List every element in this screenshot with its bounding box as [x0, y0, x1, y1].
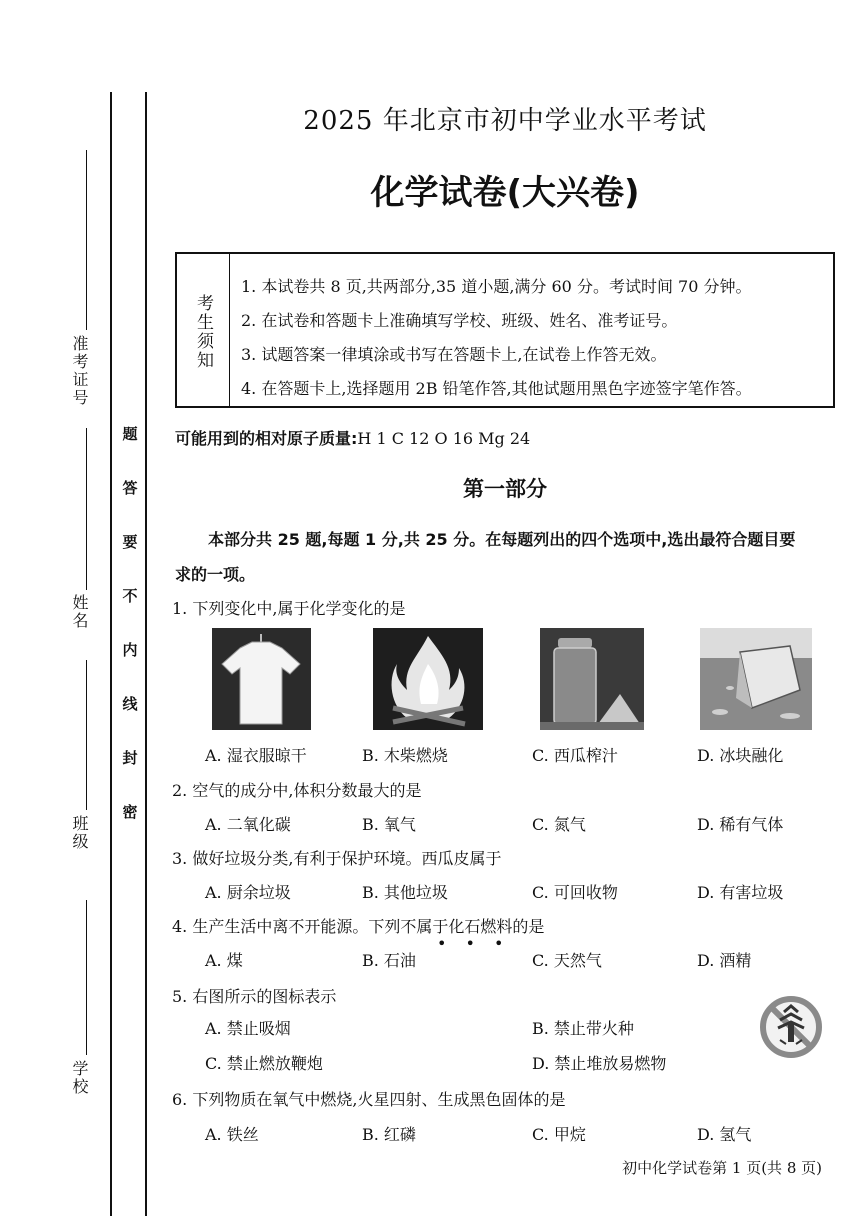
question-4-option-a: A. 煤	[205, 951, 243, 970]
seal-char: 答	[122, 479, 138, 497]
notice-heading: 考生须知	[177, 254, 230, 406]
seal-char: 内	[122, 641, 138, 659]
question-4-option-c: C. 天然气	[532, 951, 602, 970]
part-one-intro-line2: 求的一项。	[175, 565, 256, 584]
burning-wood-image	[373, 628, 483, 730]
watermelon-juice-image	[540, 628, 644, 730]
atomic-masses-label: 可能用到的相对原子质量:	[175, 429, 358, 448]
question-6-option-d: D. 氢气	[697, 1125, 752, 1144]
notice-item: 2. 在试卷和答题卡上准确填写学校、班级、姓名、准考证号。	[241, 311, 678, 330]
class-label: 班级	[70, 815, 89, 851]
seal-warning-text	[118, 422, 142, 854]
seal-char: 线	[122, 695, 138, 713]
school-blank-line[interactable]	[86, 900, 87, 1055]
wet-shirt-image	[212, 628, 311, 730]
question-5-stem: 5. 右图所示的图标表示	[172, 987, 337, 1006]
binding-line-outer	[110, 92, 112, 1216]
seal-char: 要	[122, 533, 138, 551]
melting-ice-image	[700, 628, 812, 730]
question-1-option-a: A. 湿衣服晾干	[205, 746, 307, 765]
question-3-option-b: B. 其他垃圾	[362, 883, 448, 902]
seal-char: 密	[122, 803, 138, 821]
question-1-option-b: B. 木柴燃烧	[362, 746, 448, 765]
class-blank-line[interactable]	[86, 660, 87, 810]
question-1-stem: 1. 下列变化中,属于化学变化的是	[172, 599, 406, 618]
notice-item: 4. 在答题卡上,选择题用 2B 铅笔作答,其他试题用黑色字迹签字笔作答。	[241, 379, 752, 398]
part-one-title: 第一部分	[463, 477, 547, 501]
part-one-intro-line1: 本部分共 25 题,每题 1 分,共 25 分。在每题列出的四个选项中,选出最符合题目要	[208, 530, 796, 549]
candidate-notice-box	[175, 252, 835, 408]
binding-line-inner	[145, 92, 147, 1216]
school-label: 学校	[70, 1060, 89, 1096]
no-firecrackers-sign-icon	[756, 996, 826, 1058]
question-4-option-d: D. 酒精	[697, 951, 752, 970]
question-3-option-a: A. 厨余垃圾	[205, 883, 291, 902]
exam-id-label: 准考证号	[70, 335, 89, 407]
question-5-option-d: D. 禁止堆放易燃物	[532, 1054, 667, 1073]
question-3-option-d: D. 有害垃圾	[697, 883, 784, 902]
emphasis-dots: • • •	[437, 934, 511, 953]
question-4-stem: 4. 生产生活中离不开能源。下列不属于化石燃料的是	[172, 917, 545, 936]
question-2-option-b: B. 氧气	[362, 815, 416, 834]
atomic-masses	[175, 426, 530, 449]
question-5-option-a: A. 禁止吸烟	[205, 1019, 291, 1038]
question-2-option-d: D. 稀有气体	[697, 815, 784, 834]
seal-char: 题	[122, 425, 138, 443]
question-6-option-c: C. 甲烷	[532, 1125, 586, 1144]
question-6-stem: 6. 下列物质在氧气中燃烧,火星四射、生成黑色固体的是	[172, 1090, 566, 1109]
name-blank-line[interactable]	[86, 428, 87, 590]
question-2-stem: 2. 空气的成分中,体积分数最大的是	[172, 781, 422, 800]
question-6-option-b: B. 红磷	[362, 1125, 416, 1144]
question-6-option-a: A. 铁丝	[205, 1125, 259, 1144]
seal-char: 不	[122, 587, 138, 605]
exam-id-blank-line[interactable]	[86, 150, 87, 330]
question-5-option-b: B. 禁止带火种	[532, 1019, 634, 1038]
question-5-option-c: C. 禁止燃放鞭炮	[205, 1054, 323, 1073]
question-1-option-c: C. 西瓜榨汁	[532, 746, 618, 765]
exam-title: 2025 年北京市初中学业水平考试	[303, 106, 707, 136]
seal-char: 封	[122, 749, 138, 767]
name-label: 姓名	[70, 594, 89, 630]
page-footer: 初中化学试卷第 1 页(共 8 页)	[622, 1159, 822, 1177]
question-4-option-b: B. 石油	[362, 951, 416, 970]
question-2-option-a: A. 二氧化碳	[205, 815, 291, 834]
question-2-option-c: C. 氮气	[532, 815, 586, 834]
paper-subtitle: 化学试卷(大兴卷)	[370, 173, 640, 213]
atomic-masses-values: H 1 C 12 O 16 Mg 24	[357, 429, 531, 448]
notice-item: 1. 本试卷共 8 页,共两部分,35 道小题,满分 60 分。考试时间 70 分钟。	[241, 277, 752, 296]
question-3-option-c: C. 可回收物	[532, 883, 618, 902]
notice-item: 3. 试题答案一律填涂或书写在答题卡上,在试卷上作答无效。	[241, 345, 667, 364]
question-1-option-d: D. 冰块融化	[697, 746, 784, 765]
question-3-stem: 3. 做好垃圾分类,有利于保护环境。西瓜皮属于	[172, 849, 502, 868]
